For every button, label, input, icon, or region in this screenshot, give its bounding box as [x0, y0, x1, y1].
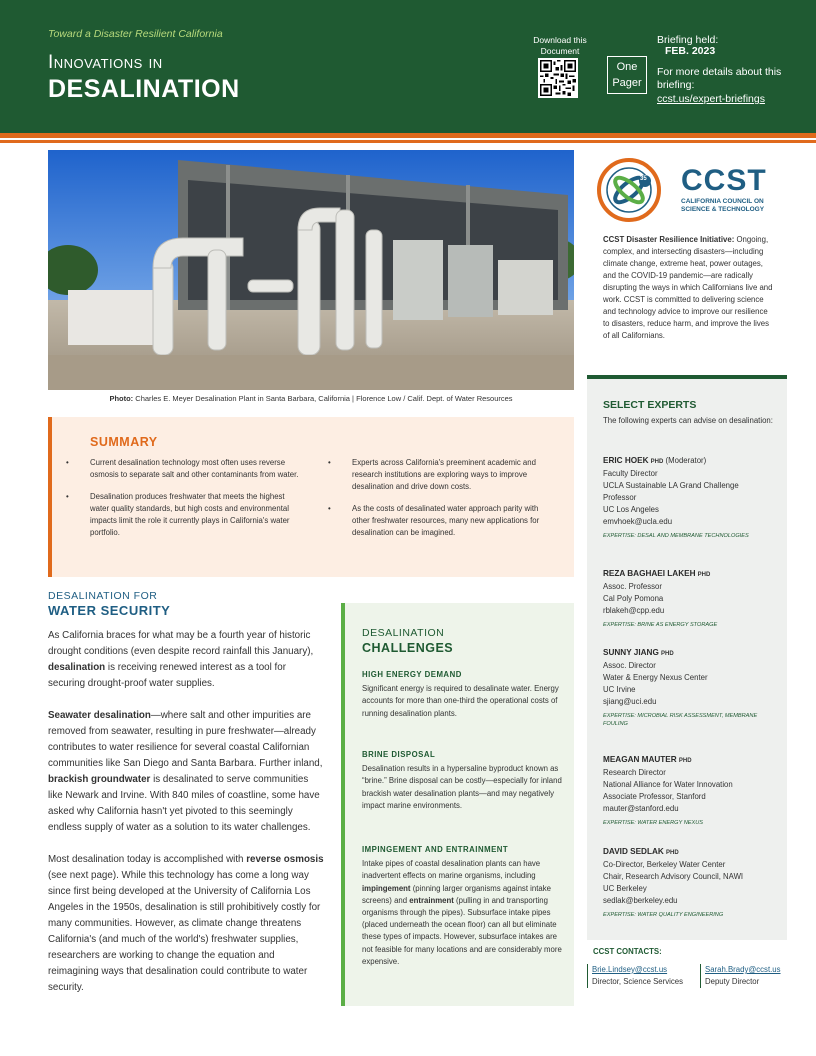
contact-email[interactable]: Sarah.Brady@ccst.us — [705, 965, 781, 974]
challenges-accent-bar — [341, 603, 345, 1006]
expert-name: SUNNY JIANG — [603, 648, 659, 657]
summary-item: • Experts across California's preeminent academic and research institutions are exploring ways to improve desalination and drive down costs. — [328, 457, 558, 493]
expert-eric-hoek — [603, 455, 783, 540]
expert-degree: PHD — [697, 572, 711, 578]
one-pager-badge: One Pager — [607, 56, 647, 94]
initiative-text — [603, 234, 773, 342]
expert-name: DAVID SEDLAK — [603, 847, 664, 856]
header-divider — [0, 133, 816, 138]
ws-paragraph-3 — [48, 852, 324, 996]
ccst-sub-line2: SCIENCE & TECHNOLOGY — [681, 206, 765, 213]
contacts-title: CCST CONTACTS: — [593, 947, 662, 956]
expert-name: ERIC HOEK — [603, 456, 649, 465]
briefing-date: FEB. 2023 — [665, 45, 716, 57]
expert-line: Research Director — [603, 768, 666, 777]
challenge-text — [362, 858, 562, 968]
expert-expertise: EXPERTISE: BRINE AS ENERGY STORAGE — [603, 622, 718, 628]
contact-brie-lindsey — [587, 964, 697, 988]
summary-list-right — [328, 457, 558, 549]
challenge-impingement — [362, 844, 562, 968]
header-divider-thin — [0, 140, 816, 143]
title-line2: DESALINATION — [48, 75, 240, 103]
plant-photo — [48, 150, 574, 390]
expert-line: Associate Professor, Stanford — [603, 792, 706, 801]
summary-item: • As the costs of desalinated water approach parity with other freshwater resources, many new applications for desalination can be imagined. — [328, 503, 558, 539]
experts-intro: The following experts can advise on desalination: — [603, 416, 773, 425]
challenge-heading: BRINE DISPOSAL — [362, 750, 436, 759]
initiative-heading: CCST Disaster Resilience Initiative: — [603, 235, 735, 244]
summary-item: • Desalination produces freshwater that meets the highest water quality standards, but high costs and environmental impacts limit the role it currently plays in California's water portfolio. — [66, 491, 301, 539]
expert-line: UC Berkeley — [603, 884, 647, 893]
expert-degree: PHD — [660, 651, 674, 657]
ccst-sub-line1: CALIFORNIA COUNCIL ON — [681, 198, 764, 205]
challenge-text: Significant energy is required to desalinate water. Energy accounts for more than one-third the operational costs of running desalination plants. — [362, 684, 559, 718]
experts-title: SELECT EXPERTS — [603, 399, 697, 411]
photo-caption — [48, 394, 574, 403]
water-security-body — [48, 628, 324, 1012]
expert-expertise: EXPERTISE: DESAL AND MEMBRANE TECHNOLOGIES — [603, 533, 749, 539]
expert-email[interactable]: rblakeh@cpp.edu — [603, 606, 665, 615]
expert-line: UC Los Angeles — [603, 505, 659, 514]
expert-degree: PHD — [678, 758, 692, 764]
header-kicker: Toward a Disaster Resilient California — [48, 28, 223, 40]
expert-expertise: EXPERTISE: MICROBIAL RISK ASSESSMENT, MEMBRANE FOULING — [603, 713, 758, 727]
expert-line: Professor — [603, 493, 637, 502]
experts-panel — [587, 375, 787, 940]
summary-list-left — [66, 457, 301, 549]
text-run: (see next page). While this technology has come a long way since first being developed at the University of California Los Angeles in the 1950s, desalination is still prohibitively costly for many communities. However, as climate change threatens California's (and much of the world's) freshwater supplies, researchers are working to change the equation and reimagining ways that desalination could contribute to water security. — [48, 870, 321, 993]
expert-email[interactable]: emvhoek@ucla.edu — [603, 517, 673, 526]
expert-name: MEAGAN MAUTER — [603, 755, 677, 764]
text-run: (pulling in and transporting organisms through the pipes). Subsurface intake pipes (placed underneath the ocean floor) can all but eliminate these types of impacts. However, subsurface intakes are not feasible for many locations and are considerably more expensive. — [362, 895, 562, 966]
title-line1: Innovations in — [48, 52, 163, 73]
expert-line: Cal Poly Pomona — [603, 594, 664, 603]
expert-expertise: EXPERTISE: WATER QUALITY ENGINEERING — [603, 912, 724, 918]
text-run-bold: impingement — [362, 883, 411, 893]
expert-line: Assoc. Director — [603, 661, 656, 670]
expert-line: Faculty Director — [603, 469, 658, 478]
challenge-energy — [362, 669, 562, 720]
challenges-title: CHALLENGES — [362, 641, 454, 655]
more-details-text: For more details about this briefing: — [657, 66, 782, 91]
challenge-brine — [362, 749, 562, 812]
challenge-text: Desalination results in a hypersaline byproduct known as “brine.” Brine disposal can be costly—especially for inland brackish water desalination plants—and may negatively impact marine environments. — [362, 764, 562, 810]
expert-line: UC Irvine — [603, 685, 636, 694]
ccst-info-panel — [587, 150, 787, 378]
text-run-bold: desalination — [48, 662, 106, 673]
caption-label: Photo: — [109, 394, 134, 403]
header-banner — [0, 0, 816, 133]
expert-reza-baghaei-lakeh — [603, 568, 783, 629]
expert-line: UCLA Sustainable LA Grand Challenge — [603, 481, 739, 490]
caption-text: Charles E. Meyer Desalination Plant in Santa Barbara, California | Florence Low / Calif. Dept. of Water Resources — [135, 394, 513, 403]
contact-sarah-brady — [700, 964, 800, 988]
expert-line: Co-Director, Berkeley Water Center — [603, 860, 726, 869]
text-run: (pinning larger organisms against intake screens) and — [362, 883, 551, 905]
ws-paragraph-2 — [48, 708, 324, 836]
summary-accent-bar — [48, 417, 52, 577]
briefing-held-label: Briefing held: — [657, 34, 719, 46]
contact-role: Deputy Director — [705, 977, 760, 986]
expert-email[interactable]: sjiang@uci.edu — [603, 697, 657, 706]
expert-email[interactable]: sedlak@berkeley.edu — [603, 896, 678, 905]
summary-box — [48, 417, 574, 577]
expert-email[interactable]: mauter@stanford.edu — [603, 804, 679, 813]
contact-role: Director, Science Services — [592, 977, 683, 986]
qr-code-icon[interactable] — [538, 58, 578, 98]
water-security-title: WATER SECURITY — [48, 603, 171, 618]
challenges-kicker: DESALINATION — [362, 627, 445, 639]
water-security-kicker: DESALINATION FOR — [48, 590, 158, 602]
briefing-link[interactable]: ccst.us/expert-briefings — [657, 93, 765, 105]
text-run: Intake pipes of coastal desalination plants can have inadvertent effects on marine organisms, including — [362, 859, 541, 881]
ccst-wordmark: CCST — [681, 164, 767, 197]
expert-david-sedlak — [603, 846, 783, 919]
expert-line: Water & Energy Nexus Center — [603, 673, 708, 682]
summary-title: SUMMARY — [90, 435, 158, 449]
expert-line: Chair, Research Advisory Council, NAWI — [603, 872, 744, 881]
text-run: is desalinated to serve communities like Newark and Irvine. With 840 miles of coastline, some have asked why California hasn't yet pivoted to this seemingly endless supply of water as a solution to its water challenges. — [48, 774, 320, 833]
challenges-box — [341, 603, 574, 1006]
text-run-bold: reverse osmosis — [246, 854, 324, 865]
expert-line: National Alliance for Water Innovation — [603, 780, 733, 789]
expert-sunny-jiang — [603, 647, 783, 728]
logo-number: 35 — [640, 176, 647, 182]
text-run-bold: Seawater desalination — [48, 710, 151, 721]
text-run: —where salt and other impurities are removed from seawater, resulting in pure freshwater—already contributes to water resilience for several coastal Californian communities like San Diego and Santa Barbara. Further inland, — [48, 710, 323, 769]
expert-meagan-mauter — [603, 754, 783, 827]
text-run: is receiving renewed interest as a tool for securing drought-proof water supplies. — [48, 662, 286, 689]
ccst-35-years-logo — [597, 158, 661, 222]
ws-paragraph-1 — [48, 628, 324, 692]
summary-item: • Current desalination technology most often uses reverse osmosis to separate salt and other contaminants from water. — [66, 457, 301, 481]
challenge-heading: IMPINGEMENT AND ENTRAINMENT — [362, 845, 509, 854]
contact-email[interactable]: Brie.Lindsey@ccst.us — [592, 965, 668, 974]
text-run-bold: entrainment — [409, 895, 454, 905]
text-run-bold: brackish groundwater — [48, 774, 151, 785]
text-run: As California braces for what may be a fourth year of historic drought conditions (even despite record rainfall this January), — [48, 630, 314, 657]
expert-line: Assoc. Professor — [603, 582, 662, 591]
challenge-heading: HIGH ENERGY DEMAND — [362, 670, 462, 679]
download-label: Download this Document — [533, 35, 587, 56]
text-run: Most desalination today is accomplished with — [48, 854, 247, 865]
expert-expertise: EXPERTISE: WATER ENERGY NEXUS — [603, 820, 703, 826]
expert-degree: PHD — [650, 459, 664, 465]
expert-note: (Moderator) — [665, 456, 707, 465]
expert-name: REZA BAGHAEI LAKEH — [603, 569, 696, 578]
initiative-body: Ongoing, complex, and intersecting disasters—including climate change, extreme heat, power outages, and the COVID-19 pandemic—are radically disrupting the ways in which Californians live and work. CCST is committed to delivering science and technology advice to improve our resilience to disasters, reduce harm, and improve the lives of all Californians. — [603, 235, 773, 340]
ccst-subtitle — [681, 198, 764, 214]
expert-degree: PHD — [665, 850, 679, 856]
